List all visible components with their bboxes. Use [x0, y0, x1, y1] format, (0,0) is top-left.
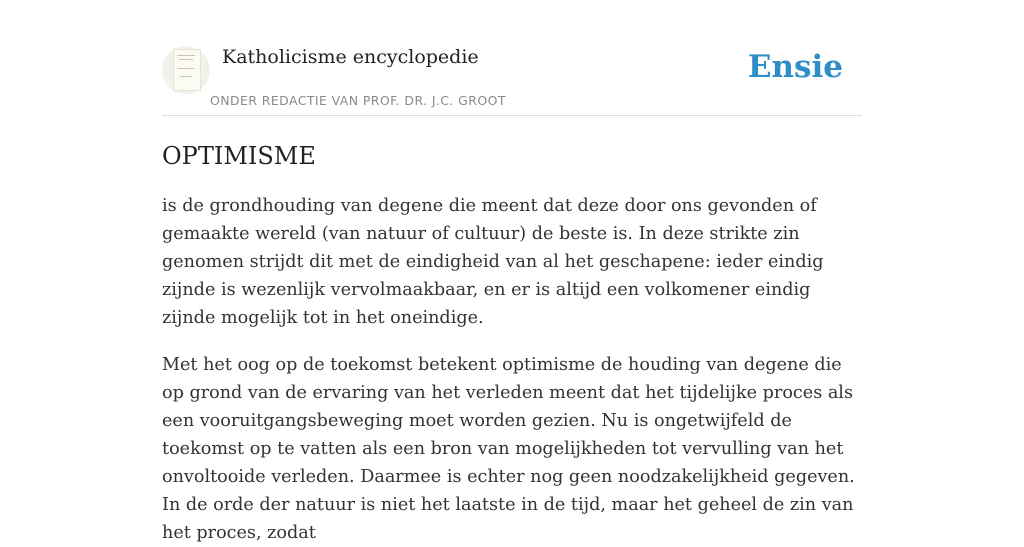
- site-header: [162, 0, 862, 116]
- page: [162, 0, 862, 547]
- entry-title: OPTIMISME: [162, 142, 316, 170]
- cover-line: [179, 59, 193, 60]
- entry-paragraph-2: Met het oog op de toekomst betekent optimisme de houding van degene die op grond van de ervaring van het verleden meent dat het tijdelijke proces als een vooruitgangsbeweging moet worden gezien. Nu is ongetwijfeld de toekomst op te vatten als een bron van mogelijkheden tot vervulling van het onvoltooide verleden. Daarmee is echter nog geen noodzakelijkheid gegeven. In de orde der natuur is niet het laatste in de tijd, maar het geheel de zin van het proces, zodat: [162, 355, 855, 543]
- entry-paragraph-1: is de grondhouding van degene die meent dat deze door ons gevonden of gemaakte wereld (van natuur of cultuur) de beste is. In deze strikte zin genomen strijdt dit met de eindigheid van al het geschapene: ieder eindig zijnde is wezenlijk vervolmaakbaar, en er is altijd een volkomener eindig zijnde mogelijk tot in het oneindige.: [162, 196, 824, 328]
- book-cover-icon[interactable]: [162, 46, 210, 94]
- ensie-logo[interactable]: Ensie: [747, 49, 843, 85]
- cover-line: [178, 68, 194, 69]
- book-title[interactable]: Katholicisme encyclopedie: [222, 46, 479, 68]
- cover-line: [177, 55, 195, 56]
- cover-line: [180, 76, 192, 77]
- editor-credit: ONDER REDACTIE VAN PROF. DR. J.C. GROOT: [210, 93, 506, 108]
